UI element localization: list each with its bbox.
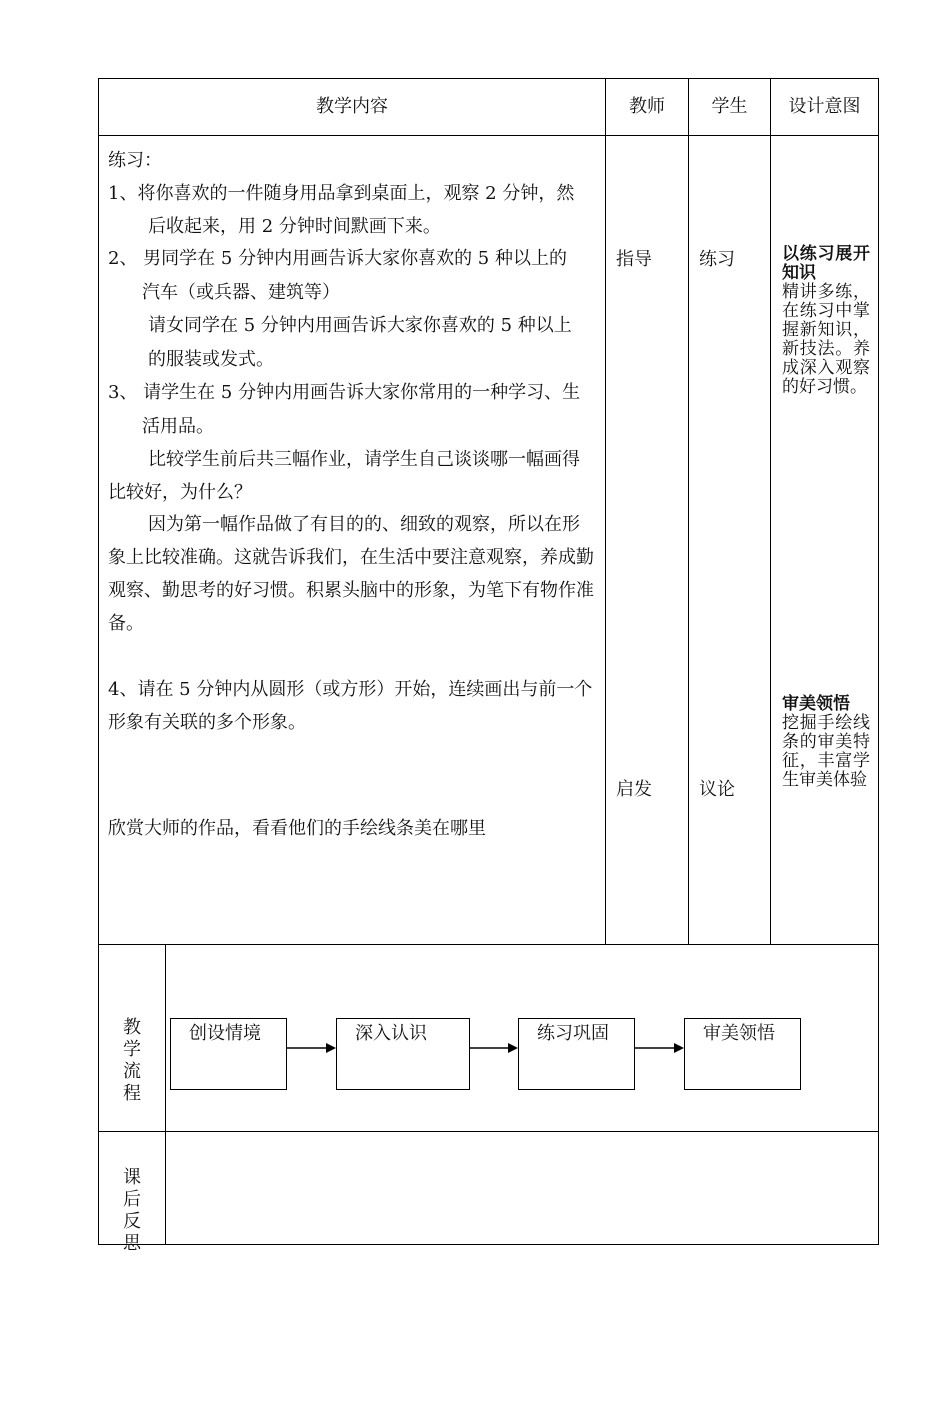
item4-paragraph: 4、请在 5 分钟内从圆形（或方形）开始，连续画出与前一个形象有关联的多个形象。 [108,679,593,733]
header-intent: 设计意图 [788,96,861,117]
item3-line2: 活用品。 [142,416,214,437]
teacher-inspire: 启发 [616,779,652,800]
item2-line1: 2、 男同学在 5 分钟内用画告诉大家你喜欢的 5 种以上的 [108,248,567,269]
reflection-label: 课后反思 [123,1167,141,1254]
student-practice: 练习 [699,249,735,270]
content-divider [98,944,879,945]
flow-step-3: 练习巩固 [518,1018,635,1090]
header-student: 学生 [711,96,748,117]
flow-arrow-2 [470,1043,518,1053]
flow-step-4: 审美领悟 [684,1018,801,1090]
item2-line2: 汽车（或兵器、建筑等） [142,282,340,303]
header-teacher: 教师 [629,96,665,117]
intent-1-body: 精讲多练，在练习中掌握新知识，新技法。养成深入观察的好习惯。 [782,282,870,397]
header-divider [98,135,879,136]
col-divider-teacher [688,78,689,945]
col-divider-student [770,78,771,945]
item2-line4: 的服装或发式。 [148,349,274,370]
table-border-right [878,78,879,1245]
table-border-bottom [98,1244,879,1245]
item2-line3: 请女同学在 5 分钟内用画告诉大家你喜欢的 5 种以上 [148,315,572,336]
teacher-guide: 指导 [616,249,652,270]
item3-line1: 3、 请学生在 5 分钟内用画告诉大家你常用的一种学习、生 [108,382,581,403]
item1-line2: 后收起来，用 2 分钟时间默画下来。 [148,216,441,237]
reason-paragraph: 因为第一幅作品做了有目的的、细致的观察，所以在形象上比较准确。这就告诉我们，在生活中要注意观察，养成勤观察、勤思考的好习惯。积累头脑中的形象，为笔下有物作准备。 [108,514,594,634]
flow-arrow-3 [635,1043,684,1053]
flow-arrow-1 [287,1043,336,1053]
col-divider-content [605,78,606,945]
header-content: 教学内容 [316,96,388,117]
flow-label: 教学流程 [123,1017,141,1104]
intent-1-title: 以练习展开知识 [782,244,870,283]
flow-step-1: 创设情境 [170,1018,287,1090]
flow-step-2: 深入认识 [336,1018,470,1090]
flow-divider [98,1131,879,1132]
compare-paragraph: 比较学生前后共三幅作业，请学生自己谈谈哪一幅画得比较好，为什么？ [108,449,580,503]
item1-line1: 1、将你喜欢的一件随身用品拿到桌面上，观察 2 分钟，然 [108,183,575,204]
exercise-title: 练习： [108,150,162,171]
appreciate-text: 欣赏大师的作品，看看他们的手绘线条美在哪里 [108,818,486,839]
intent-block-2 [782,695,870,790]
reflection-cell[interactable] [167,1133,877,1243]
intent-2-title: 审美领悟 [782,694,850,714]
intent-2-body: 挖掘手绘线条的审美特征，丰富学生审美体验 [782,713,870,790]
intent-block-1 [782,245,870,397]
student-discuss: 议论 [699,779,735,800]
col-divider-label [165,944,166,1245]
